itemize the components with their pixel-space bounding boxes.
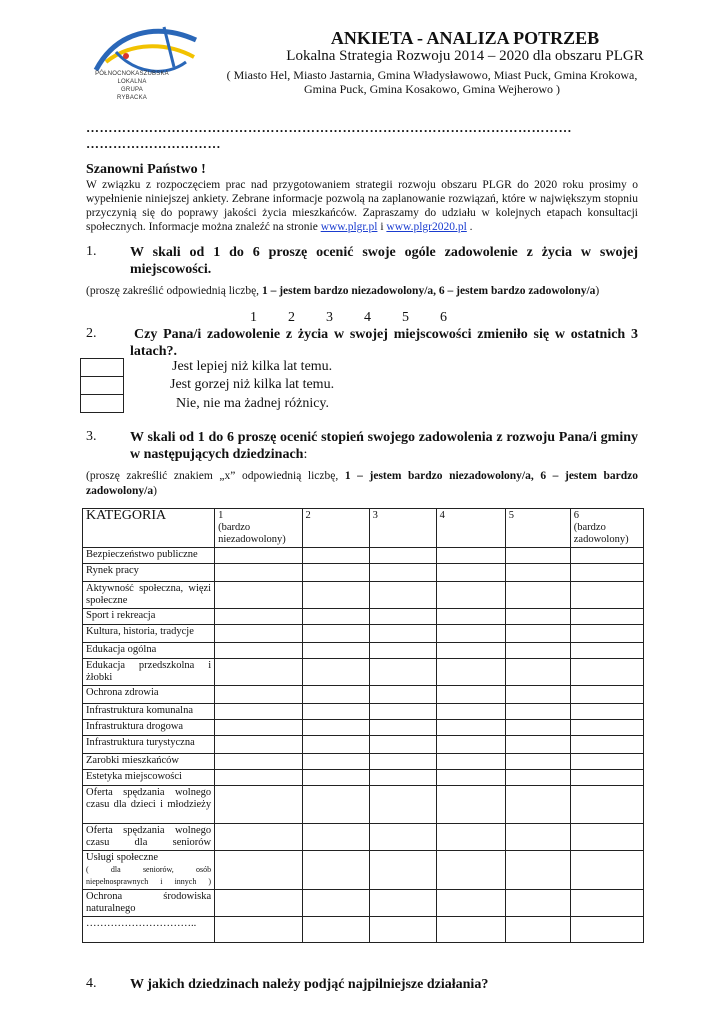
rating-cell[interactable] <box>302 917 369 943</box>
category-text: Infrastruktura turystyczna <box>86 737 195 748</box>
option-worse: Jest gorzej niż kilka lat temu. <box>170 377 335 392</box>
category-text: Sport i rekreacja <box>86 610 156 621</box>
rating-cell[interactable] <box>369 582 436 609</box>
rating-scale <box>250 310 478 326</box>
rating-cell[interactable] <box>302 736 369 754</box>
rating-cell[interactable] <box>505 851 570 890</box>
rating-cell[interactable] <box>436 582 505 609</box>
document-subtitle: Lokalna Strategia Rozwoju 2014 – 2020 dla obszaru PLGR <box>286 48 644 64</box>
category-text: Edukacja przedszkolna i żłobki <box>86 660 212 683</box>
question-3-note <box>86 469 638 499</box>
rating-cell[interactable] <box>505 754 570 770</box>
rating-cell[interactable] <box>505 548 570 564</box>
scale-option[interactable]: 5 <box>402 310 409 325</box>
note-bold: 1 – jestem bardzo niezadowolony/a, 6 – jestem bardzo zadowolony/a <box>261 285 596 297</box>
logo-line: LOKALNA <box>117 79 147 85</box>
rating-cell[interactable] <box>436 643 505 659</box>
header-col-1 <box>215 509 302 548</box>
rating-cell[interactable] <box>570 643 643 659</box>
rating-cell[interactable] <box>436 786 505 824</box>
header-col-2: 2 <box>302 509 369 548</box>
intro-paragraph <box>86 178 638 234</box>
rating-cell[interactable] <box>369 824 436 851</box>
rating-cell[interactable] <box>215 720 302 736</box>
rating-cell[interactable] <box>302 824 369 851</box>
rating-cell[interactable] <box>505 686 570 704</box>
rating-cell[interactable] <box>436 851 505 890</box>
category-label <box>83 564 215 582</box>
table-row <box>83 754 644 770</box>
rating-cell[interactable] <box>215 770 302 786</box>
table-row <box>83 582 644 609</box>
category-label <box>83 736 215 754</box>
category-text: ………………………….. <box>86 918 197 929</box>
rating-cell[interactable] <box>505 786 570 824</box>
intro-connector: i <box>377 221 387 233</box>
category-text: Infrastruktura komunalna <box>86 705 194 716</box>
rating-cell[interactable] <box>436 736 505 754</box>
question-1-note <box>86 284 646 299</box>
rating-cell[interactable] <box>369 770 436 786</box>
rating-cell[interactable] <box>302 890 369 917</box>
scale-option[interactable]: 1 <box>250 310 257 325</box>
rating-cell[interactable] <box>369 659 436 686</box>
rating-cell[interactable] <box>215 686 302 704</box>
rating-cell[interactable] <box>436 770 505 786</box>
category-subtext: ( dla seniorów, osób niepełnosprawnych i innych ) <box>86 865 212 886</box>
category-label <box>83 890 215 917</box>
category-text: Kultura, historia, tradycje <box>86 626 194 637</box>
header-col-5: 5 <box>505 509 570 548</box>
rating-cell[interactable] <box>570 704 643 720</box>
category-text: Estetyka miejscowości <box>86 771 182 782</box>
rating-cell[interactable] <box>302 704 369 720</box>
rating-cell[interactable] <box>215 824 302 851</box>
rating-cell[interactable] <box>570 548 643 564</box>
note-text: ) <box>595 285 600 297</box>
category-label <box>83 770 215 786</box>
category-label <box>83 851 215 890</box>
category-label <box>83 582 215 609</box>
table-row <box>83 625 644 643</box>
category-label <box>83 659 215 686</box>
link-plgr2020[interactable]: www.plgr2020.pl <box>386 221 467 233</box>
link-plgr[interactable]: www.plgr.pl <box>320 221 378 233</box>
note-text: (proszę zakreślić znakiem „x” odpowiednią liczbę, <box>86 470 345 482</box>
rating-cell[interactable] <box>570 736 643 754</box>
rating-cell[interactable] <box>570 564 643 582</box>
table-row <box>83 736 644 754</box>
category-text: Usługi społeczne <box>86 852 159 863</box>
rating-cell[interactable] <box>570 582 643 609</box>
category-text: Oferta spędzania wolnego czasu dla dzieci i młodzieży <box>86 787 212 810</box>
category-label <box>83 704 215 720</box>
rating-cell[interactable] <box>436 548 505 564</box>
rating-cell[interactable] <box>215 643 302 659</box>
rating-cell[interactable] <box>369 786 436 824</box>
rating-cell[interactable] <box>436 824 505 851</box>
rating-cell[interactable] <box>302 625 369 643</box>
dotted-line: ………………………… <box>86 136 221 151</box>
rating-cell[interactable] <box>505 625 570 643</box>
rating-cell[interactable] <box>436 754 505 770</box>
table-row <box>83 890 644 917</box>
category-label <box>83 609 215 625</box>
category-text: Bezpieczeństwo publiczne <box>86 549 198 560</box>
header-num: 6 <box>573 510 579 521</box>
intro-text: W związku z rozpoczęciem prac nad przygotowaniem strategii rozwoju obszaru PLGR do 2020 roku prosimy o wypełnienie niniejszej ankiety. Zebrane informacje pozwolą na zaplanowanie rozwiązań, które w największym stopniu przyczynią się do poprawy jakości życia mieszkańców. Zapraszamy do udziału w kolejnych etapach konsultacji społecznych. Informacje można znaleźć na stronie <box>86 179 638 233</box>
rating-cell[interactable] <box>369 643 436 659</box>
rating-cell[interactable] <box>302 548 369 564</box>
category-label <box>83 754 215 770</box>
rating-cell[interactable] <box>570 786 643 824</box>
logo-line: PÓŁNOCNOKASZUBSKA <box>95 71 169 77</box>
question-3-text <box>130 429 638 463</box>
rating-cell[interactable] <box>215 754 302 770</box>
header-col-6 <box>570 509 643 548</box>
scale-option[interactable]: 4 <box>364 310 371 325</box>
rating-cell[interactable] <box>570 686 643 704</box>
rating-cell[interactable] <box>369 704 436 720</box>
question-number: 4. <box>86 976 97 991</box>
rating-cell[interactable] <box>505 736 570 754</box>
rating-cell[interactable] <box>215 564 302 582</box>
rating-cell[interactable] <box>505 720 570 736</box>
rating-cell[interactable] <box>369 686 436 704</box>
header-desc: (bardzo niezadowolony) <box>218 522 286 545</box>
dotted-line: ……………………………………………………………………………………………… <box>86 120 572 135</box>
rating-cell[interactable] <box>505 643 570 659</box>
rating-cell[interactable] <box>215 890 302 917</box>
rating-cell[interactable] <box>570 659 643 686</box>
category-label <box>83 786 215 824</box>
question-3-colon: : <box>303 447 308 462</box>
rating-cell[interactable] <box>505 564 570 582</box>
rating-cell[interactable] <box>570 609 643 625</box>
question-4-text: W jakich dziedzinach należy podjąć najpilniejsze działania? <box>130 977 489 992</box>
area-list-line-1: ( Miasto Hel, Miasto Jastarnia, Gmina Władysławowo, Miast Puck, Gmina Krokowa, <box>226 68 638 82</box>
note-bold: 1 – jestem bardzo niezadowolony/a, 6 – jestem bardzo zadowolony/a <box>86 470 638 497</box>
table-header-row <box>83 509 644 548</box>
rating-cell[interactable] <box>302 582 369 609</box>
rating-cell[interactable] <box>369 917 436 943</box>
question-3-main: W skali od 1 do 6 proszę ocenić stopień swojego zadowolenia z rozwoju Pana/i gminy w następujących dziedzinach <box>130 430 638 462</box>
category-text: Aktywność społeczna, więzi społeczne <box>86 583 212 606</box>
header-desc: (bardzo zadowolony) <box>573 522 629 545</box>
rating-cell[interactable] <box>215 609 302 625</box>
category-label <box>83 824 215 851</box>
category-label <box>83 720 215 736</box>
category-label <box>83 643 215 659</box>
rating-cell[interactable] <box>570 770 643 786</box>
header-col-3: 3 <box>369 509 436 548</box>
rating-cell[interactable] <box>215 736 302 754</box>
rating-cell[interactable] <box>302 686 369 704</box>
checkbox-worse[interactable] <box>80 376 124 395</box>
category-text: Infrastruktura drogowa <box>86 721 184 732</box>
rating-cell[interactable] <box>215 917 302 943</box>
category-label <box>83 686 215 704</box>
checkbox-no-change[interactable] <box>80 394 124 413</box>
rating-cell[interactable] <box>369 625 436 643</box>
rating-cell[interactable] <box>570 720 643 736</box>
category-text: Ochrona środowiska naturalnego <box>86 891 212 914</box>
rating-cell[interactable] <box>570 851 643 890</box>
rating-cell[interactable] <box>570 824 643 851</box>
scale-option[interactable]: 2 <box>288 310 295 325</box>
rating-cell[interactable] <box>302 754 369 770</box>
logo-text <box>87 70 177 102</box>
option-no-change: Nie, nie ma żadnej różnicy. <box>176 396 330 411</box>
rating-cell[interactable] <box>436 564 505 582</box>
rating-cell[interactable] <box>436 890 505 917</box>
logo-line: RYBACKA <box>117 95 147 101</box>
rating-cell[interactable] <box>215 704 302 720</box>
rating-cell[interactable] <box>215 659 302 686</box>
table-row <box>83 770 644 786</box>
table-row <box>83 564 644 582</box>
rating-cell[interactable] <box>302 786 369 824</box>
rating-cell[interactable] <box>436 720 505 736</box>
question-1-text: W skali od 1 do 6 proszę ocenić swoje ogóle zadowolenie z życia w swojej miejscowości. <box>130 245 638 277</box>
rating-cell[interactable] <box>436 609 505 625</box>
header-num: 1 <box>218 510 224 521</box>
rating-cell[interactable] <box>505 582 570 609</box>
scale-option[interactable]: 3 <box>326 310 333 325</box>
category-text: Rynek pracy <box>86 565 139 576</box>
rating-cell[interactable] <box>436 625 505 643</box>
question-2-text: Czy Pana/i zadowolenie z życia w swojej miejscowości zmieniło się w ostatnich 3 latach?. <box>130 327 638 359</box>
rating-cell[interactable] <box>570 754 643 770</box>
rating-cell[interactable] <box>570 917 643 943</box>
table-row <box>83 851 644 890</box>
rating-cell[interactable] <box>505 770 570 786</box>
table-row <box>83 609 644 625</box>
table-row <box>83 720 644 736</box>
table-row <box>83 824 644 851</box>
rating-cell[interactable] <box>215 851 302 890</box>
category-label <box>83 625 215 643</box>
rating-table <box>82 508 644 943</box>
option-better: Jest lepiej niż kilka lat temu. <box>172 359 333 374</box>
intro-end: . <box>466 221 473 233</box>
category-text: Edukacja ogólna <box>86 644 157 655</box>
rating-cell[interactable] <box>215 582 302 609</box>
table-row <box>83 686 644 704</box>
category-label <box>83 917 215 943</box>
rating-cell[interactable] <box>215 786 302 824</box>
greeting: Szanowni Państwo ! <box>86 162 206 177</box>
rating-cell[interactable] <box>302 720 369 736</box>
rating-cell[interactable] <box>436 659 505 686</box>
rating-cell[interactable] <box>436 704 505 720</box>
table-row <box>83 548 644 564</box>
rating-cell[interactable] <box>369 609 436 625</box>
rating-cell[interactable] <box>505 609 570 625</box>
rating-cell[interactable] <box>436 686 505 704</box>
category-text: Zarobki mieszkańców <box>86 755 180 766</box>
rating-cell[interactable] <box>505 890 570 917</box>
header-col-4: 4 <box>436 509 505 548</box>
header-kategoria: KATEGORIA <box>83 509 215 548</box>
rating-cell[interactable] <box>505 659 570 686</box>
rating-cell[interactable] <box>369 851 436 890</box>
rating-cell[interactable] <box>369 548 436 564</box>
table-row <box>83 704 644 720</box>
rating-cell[interactable] <box>369 754 436 770</box>
category-label <box>83 548 215 564</box>
rating-cell[interactable] <box>302 851 369 890</box>
area-list-line-2: Gmina Puck, Gmina Kosakowo, Gmina Wejherowo ) <box>303 82 561 96</box>
rating-cell[interactable] <box>369 890 436 917</box>
rating-cell[interactable] <box>302 770 369 786</box>
rating-cell[interactable] <box>302 643 369 659</box>
rating-cell[interactable] <box>436 917 505 943</box>
question-number: 2. <box>86 326 97 341</box>
rating-cell[interactable] <box>369 720 436 736</box>
logo-line: GRUPA <box>121 87 143 93</box>
question-number: 1. <box>86 244 97 259</box>
category-text: Ochrona zdrowia <box>86 687 159 698</box>
rating-cell[interactable] <box>302 564 369 582</box>
table-row <box>83 643 644 659</box>
rating-cell[interactable] <box>369 564 436 582</box>
category-text: Oferta spędzania wolnego czasu dla seniorów <box>86 825 212 848</box>
rating-cell[interactable] <box>505 917 570 943</box>
rating-cell[interactable] <box>570 625 643 643</box>
question-number: 3. <box>86 429 97 444</box>
table-row <box>83 659 644 686</box>
rating-cell[interactable] <box>302 609 369 625</box>
rating-cell[interactable] <box>505 824 570 851</box>
table-row <box>83 917 644 943</box>
table-row <box>83 786 644 824</box>
scale-option[interactable]: 6 <box>440 310 447 325</box>
rating-cell[interactable] <box>570 890 643 917</box>
document-title: ANKIETA - ANALIZA POTRZEB <box>330 28 600 48</box>
rating-cell[interactable] <box>505 704 570 720</box>
note-text: ) <box>153 485 157 497</box>
checkbox-better[interactable] <box>80 358 124 377</box>
note-text: (proszę zakreślić odpowiednią liczbę, <box>86 285 262 297</box>
rating-cell[interactable] <box>215 548 302 564</box>
rating-cell[interactable] <box>215 625 302 643</box>
rating-cell[interactable] <box>302 659 369 686</box>
rating-cell[interactable] <box>369 736 436 754</box>
area-list <box>212 68 652 96</box>
